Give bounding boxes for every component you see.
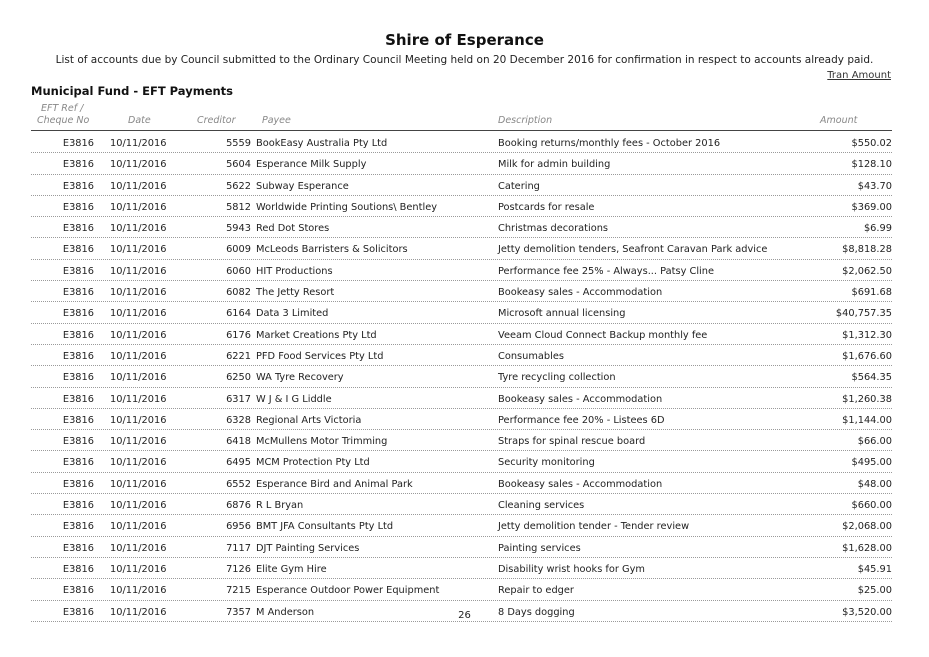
cell-amount: $1,260.38 <box>842 393 892 405</box>
cell-creditor: 6418 <box>226 436 251 448</box>
table-row <box>31 388 892 409</box>
table-row <box>31 537 892 558</box>
cell-ref: E3816 <box>62 329 94 341</box>
table-row <box>31 366 892 387</box>
cell-description: Christmas decorations <box>498 223 609 235</box>
cell-ref: E3816 <box>62 542 94 554</box>
table-row <box>31 515 892 536</box>
cell-payee: BookEasy Australia Pty Ltd <box>256 138 388 149</box>
cell-payee: W J & I G Liddle <box>256 393 332 405</box>
cell-date: 10/11/2016 <box>110 201 167 213</box>
cell-ref: E3816 <box>62 159 94 171</box>
cell-amount: $43.70 <box>857 180 892 192</box>
cell-date: 10/11/2016 <box>110 393 167 405</box>
cell-date: 10/11/2016 <box>110 159 167 171</box>
cell-ref: E3816 <box>62 308 94 320</box>
cell-payee: The Jetty Resort <box>256 287 335 299</box>
cell-payee: Elite Gym Hire <box>256 563 327 575</box>
cell-amount: $3,520.00 <box>842 606 892 618</box>
cell-ref: E3816 <box>62 478 94 490</box>
table-row <box>31 345 892 366</box>
cell-date: 10/11/2016 <box>110 542 167 554</box>
cell-description: Security monitoring <box>498 457 595 469</box>
cell-creditor: 5943 <box>226 223 251 235</box>
cell-ref: E3816 <box>62 563 94 575</box>
cell-date: 10/11/2016 <box>110 223 167 235</box>
cell-ref: E3816 <box>62 606 94 618</box>
cell-amount: $6.99 <box>863 223 892 235</box>
cell-payee: R L Bryan <box>256 500 304 512</box>
cell-creditor: 6009 <box>226 244 251 256</box>
cell-ref: E3816 <box>62 372 94 384</box>
cell-amount: $660.00 <box>851 500 892 512</box>
column-header-description: Description <box>498 115 553 126</box>
cell-date: 10/11/2016 <box>110 414 167 426</box>
cell-ref: E3816 <box>62 201 94 213</box>
cell-payee: Esperance Outdoor Power Equipment <box>256 585 440 597</box>
column-header-ref-line2: Cheque No <box>37 115 90 126</box>
cell-description: Booking returns/monthly fees - October 2016 <box>498 138 721 149</box>
page-title: Shire of Esperance <box>385 31 544 49</box>
cell-amount: $2,068.00 <box>842 521 892 533</box>
cell-payee: Esperance Bird and Animal Park <box>256 478 413 490</box>
cell-creditor: 5812 <box>226 201 251 213</box>
column-header-payee: Payee <box>262 115 291 126</box>
cell-description: Bookeasy sales - Accommodation <box>498 287 663 299</box>
cell-payee: BMT JFA Consultants Pty Ltd <box>256 521 394 533</box>
cell-ref: E3816 <box>62 265 94 277</box>
cell-ref: E3816 <box>62 585 94 597</box>
cell-description: Performance fee 25% - Always... Patsy Cline <box>498 265 714 277</box>
column-header-amount: Amount <box>820 115 858 126</box>
table-row <box>31 281 892 302</box>
cell-date: 10/11/2016 <box>110 244 167 256</box>
cell-amount: $48.00 <box>857 478 892 490</box>
cell-creditor: 7126 <box>226 563 251 575</box>
table-row <box>31 260 892 281</box>
cell-amount: $1,144.00 <box>842 414 892 426</box>
cell-payee: MCM Protection Pty Ltd <box>256 457 370 469</box>
cell-amount: $8,818.28 <box>842 244 892 256</box>
cell-date: 10/11/2016 <box>110 372 167 384</box>
table-row <box>31 324 892 345</box>
table-row <box>31 175 892 196</box>
cell-amount: $369.00 <box>851 201 892 213</box>
cell-description: Bookeasy sales - Accommodation <box>498 478 663 490</box>
cell-date: 10/11/2016 <box>110 500 167 512</box>
cell-payee: McLeods Barristers & Solicitors <box>256 244 408 256</box>
cell-description: Straps for spinal rescue board <box>498 436 646 448</box>
cell-description: Tyre recycling collection <box>498 372 616 384</box>
cell-ref: E3816 <box>62 223 94 235</box>
cell-creditor: 5604 <box>226 159 251 171</box>
table-row <box>31 473 892 494</box>
cell-payee: Subway Esperance <box>256 180 349 192</box>
cell-description: Postcards for resale <box>498 201 595 213</box>
cell-creditor: 6082 <box>226 287 251 299</box>
cell-ref: E3816 <box>62 436 94 448</box>
cell-creditor: 6328 <box>226 414 251 426</box>
cell-payee: Red Dot Stores <box>256 223 330 235</box>
table-row <box>31 558 892 579</box>
cell-description: Performance fee 20% - Listees 6D <box>498 414 665 426</box>
table-row <box>31 132 892 153</box>
cell-amount: $40,757.35 <box>835 308 892 320</box>
cell-payee: DJT Painting Services <box>256 542 360 554</box>
cell-ref: E3816 <box>62 287 94 299</box>
column-header-date: Date <box>128 115 151 126</box>
table-row <box>31 196 892 217</box>
tran-amount-label: Tran Amount <box>827 70 891 81</box>
cell-creditor: 6317 <box>226 393 251 405</box>
page-number: 26 <box>458 610 471 621</box>
cell-date: 10/11/2016 <box>110 563 167 575</box>
cell-creditor: 5622 <box>226 180 251 192</box>
cell-amount: $25.00 <box>857 585 892 597</box>
cell-date: 10/11/2016 <box>110 138 167 149</box>
cell-ref: E3816 <box>62 500 94 512</box>
table-row <box>31 451 892 472</box>
cell-date: 10/11/2016 <box>110 436 167 448</box>
cell-date: 10/11/2016 <box>110 478 167 490</box>
cell-creditor: 6250 <box>226 372 251 384</box>
cell-payee: WA Tyre Recovery <box>256 372 344 384</box>
cell-ref: E3816 <box>62 521 94 533</box>
cell-description: Disability wrist hooks for Gym <box>498 563 645 575</box>
cell-ref: E3816 <box>62 138 94 149</box>
cell-description: Jetty demolition tender - Tender review <box>498 521 690 533</box>
cell-amount: $45.91 <box>857 563 892 575</box>
cell-creditor: 6552 <box>226 478 251 490</box>
cell-ref: E3816 <box>62 457 94 469</box>
cell-date: 10/11/2016 <box>110 606 167 618</box>
cell-amount: $1,676.60 <box>842 350 892 362</box>
cell-amount: $66.00 <box>857 436 892 448</box>
cell-payee: Market Creations Pty Ltd <box>256 329 377 341</box>
cell-amount: $495.00 <box>851 457 892 469</box>
cell-date: 10/11/2016 <box>110 180 167 192</box>
cell-creditor: 6060 <box>226 265 251 277</box>
cell-description: Microsoft annual licensing <box>498 308 626 320</box>
cell-amount: $691.68 <box>851 287 892 299</box>
cell-description: Cleaning services <box>498 500 585 512</box>
cell-date: 10/11/2016 <box>110 329 167 341</box>
cell-date: 10/11/2016 <box>110 308 167 320</box>
cell-description: Bookeasy sales - Accommodation <box>498 393 663 405</box>
header-divider <box>31 130 892 131</box>
cell-creditor: 7357 <box>226 606 251 618</box>
cell-creditor: 6221 <box>226 350 251 362</box>
table-row <box>31 153 892 174</box>
cell-payee: Esperance Milk Supply <box>256 159 367 171</box>
cell-date: 10/11/2016 <box>110 265 167 277</box>
cell-ref: E3816 <box>62 414 94 426</box>
payments-table <box>31 132 892 622</box>
cell-description: Jetty demolition tenders, Seafront Caravan Park advice <box>498 244 768 256</box>
cell-amount: $1,312.30 <box>842 329 892 341</box>
cell-payee: McMullens Motor Trimming <box>256 436 388 448</box>
table-row <box>31 217 892 238</box>
cell-amount: $550.02 <box>851 138 892 149</box>
cell-description: Milk for admin building <box>498 159 611 171</box>
column-header-ref-line1: EFT Ref / <box>41 103 84 114</box>
cell-ref: E3816 <box>62 350 94 362</box>
cell-date: 10/11/2016 <box>110 521 167 533</box>
cell-payee: M Anderson <box>256 606 315 618</box>
cell-payee: Regional Arts Victoria <box>256 414 362 426</box>
table-row <box>31 238 892 259</box>
cell-ref: E3816 <box>62 180 94 192</box>
cell-creditor: 6164 <box>226 308 251 320</box>
cell-ref: E3816 <box>62 393 94 405</box>
cell-date: 10/11/2016 <box>110 287 167 299</box>
cell-creditor: 7117 <box>226 542 251 554</box>
cell-description: 8 Days dogging <box>498 606 575 618</box>
table-row <box>31 409 892 430</box>
column-header-creditor: Creditor <box>197 115 236 126</box>
table-row <box>31 430 892 451</box>
cell-creditor: 6876 <box>226 500 251 512</box>
cell-creditor: 6495 <box>226 457 251 469</box>
cell-date: 10/11/2016 <box>110 585 167 597</box>
cell-amount: $2,062.50 <box>842 265 892 277</box>
cell-date: 10/11/2016 <box>110 350 167 362</box>
section-title: Municipal Fund - EFT Payments <box>31 84 234 98</box>
table-row <box>31 579 892 600</box>
cell-amount: $1,628.00 <box>842 542 892 554</box>
cell-payee: PFD Food Services Pty Ltd <box>256 350 384 362</box>
cell-payee: Worldwide Printing Soutions\ Bentley <box>256 201 438 213</box>
cell-description: Catering <box>498 180 540 192</box>
cell-creditor: 5559 <box>226 138 251 149</box>
cell-creditor: 6176 <box>226 329 251 341</box>
table-row <box>31 302 892 323</box>
cell-amount: $128.10 <box>851 159 892 171</box>
cell-payee: HIT Productions <box>256 265 333 277</box>
table-row <box>31 494 892 515</box>
cell-creditor: 7215 <box>226 585 251 597</box>
cell-description: Painting services <box>498 542 581 554</box>
cell-amount: $564.35 <box>851 372 892 384</box>
cell-description: Consumables <box>498 350 564 362</box>
cell-payee: Data 3 Limited <box>256 308 329 320</box>
cell-description: Repair to edger <box>498 585 574 597</box>
cell-creditor: 6956 <box>226 521 251 533</box>
cell-description: Veeam Cloud Connect Backup monthly fee <box>498 329 708 341</box>
page-subtitle: List of accounts due by Council submitted to the Ordinary Council Meeting held on 20 December 2016 for confirmation in respect to accounts already paid. <box>55 54 874 66</box>
cell-ref: E3816 <box>62 244 94 256</box>
cell-date: 10/11/2016 <box>110 457 167 469</box>
